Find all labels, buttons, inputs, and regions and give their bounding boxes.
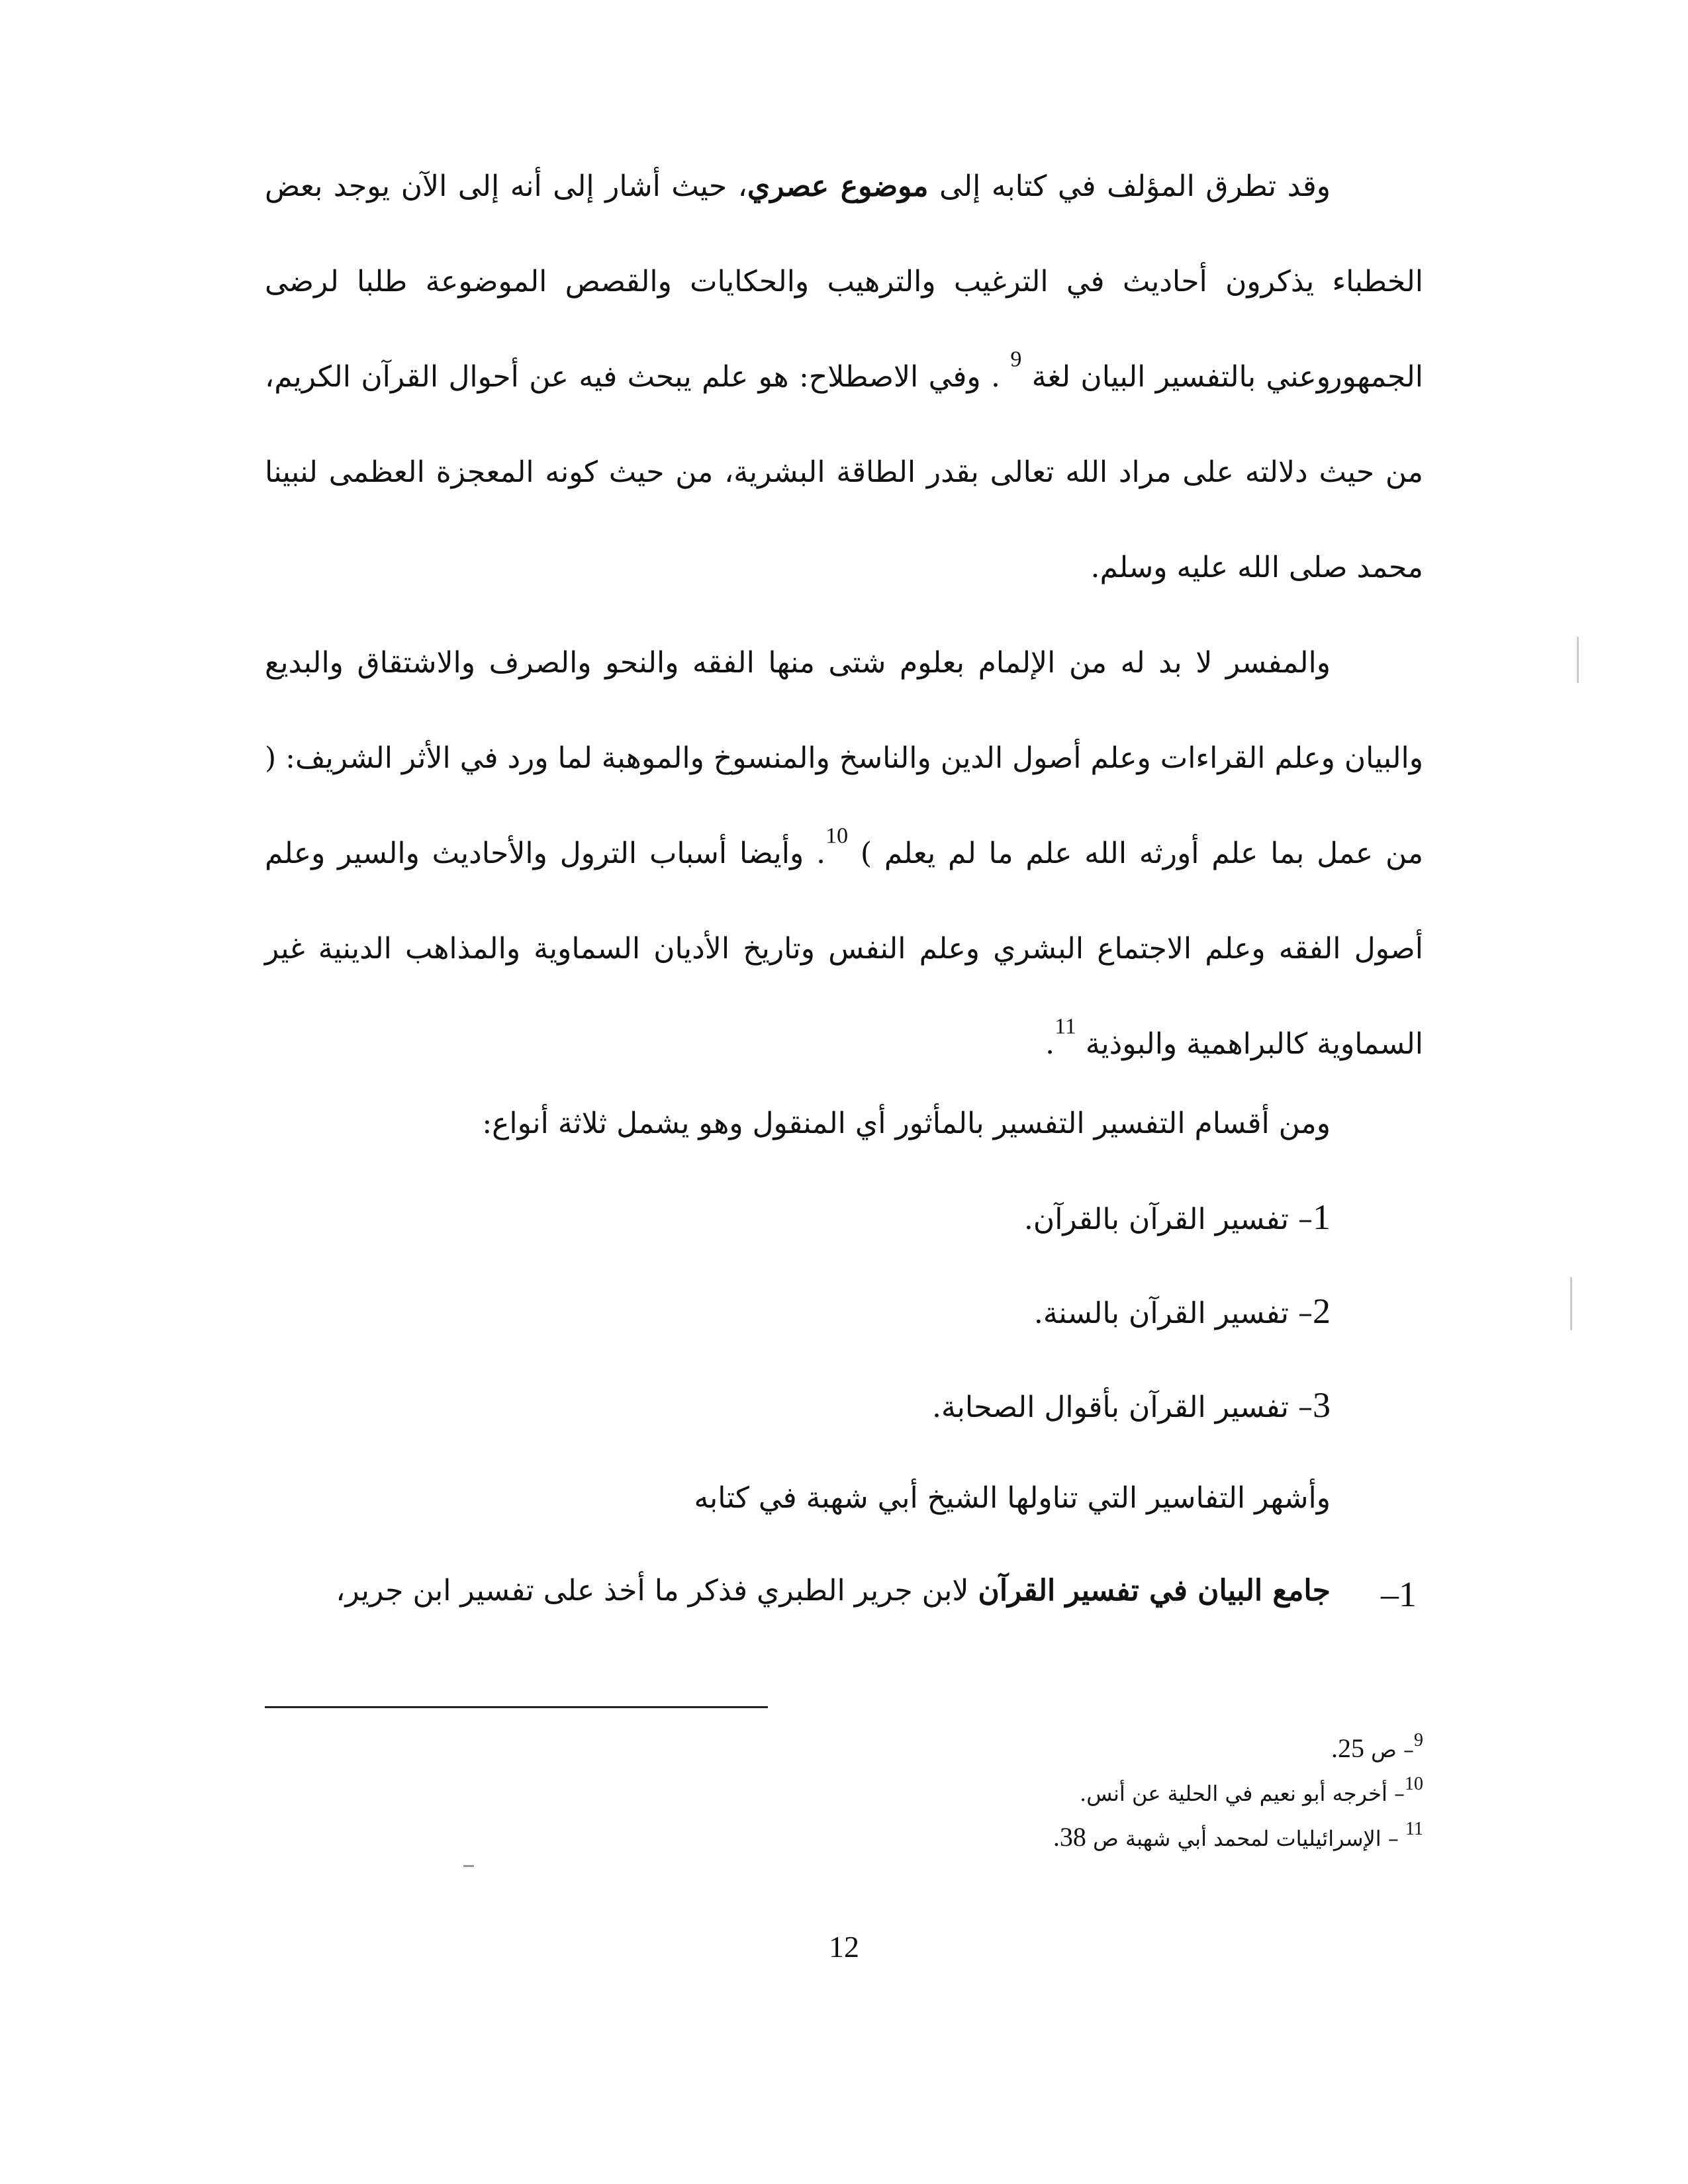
scan-mark — [463, 1865, 474, 1867]
paragraph-2-text-b: . وفي الاصطلاح: هو علم يبحث فيه عن أحوال القرآن الكريم، من حيث دلالته على مراد الله تعالى بقدر الطاقة البشرية، من حيث كونه المعجزة العظمى لنبينا محمد صلى الله عليه وسلم. — [265, 360, 1423, 584]
numbered-item-title: جامع البيان في تفسير القرآن — [978, 1574, 1331, 1608]
list-item — [1034, 1291, 1331, 1332]
footnote-page-value: 38. — [1053, 1821, 1086, 1852]
paragraph-3-text-b: . وأيضا أسباب الترول والأحاديث والسير وعلم أصول الفقه وعلم الاجتماع البشري وعلم النفس وتاريخ الأديان السماوية والمذاهب الدينية غير السماوية كالبراهمية والبوذية — [265, 837, 1423, 1061]
page-number: 12 — [829, 1930, 859, 1964]
numbered-item-text: لابن جرير الطبري فذكر ما أخذ على تفسير ابن جرير، — [336, 1574, 978, 1608]
footnote-number: 9 — [1414, 1730, 1423, 1751]
paragraph-2 — [265, 330, 1423, 615]
list-item-number: 2 — [1313, 1291, 1331, 1331]
paragraph-5: وأشهر التفاسير التي تناولها الشيخ أبي شهبة في كتابه — [694, 1481, 1331, 1515]
paragraph-4: ومن أقسام التفسير التفسير بالمأثور أي المنقول وهو يشمل ثلاثة أنواع: — [482, 1107, 1331, 1140]
footnote-page-value: 25. — [1331, 1733, 1364, 1763]
paragraph-1-text-b: ، حيث أشار إلى أنه إلى الآن يوجد بعض الخطباء يذكرون أحاديث في الترغيب والترهيب والحكايات والقصص الموضوعة طلبا لرضى الجمهور. — [265, 169, 1423, 394]
footnote-ref-10[interactable]: 10 — [825, 823, 849, 848]
list-item-text: – تفسير القرآن بالقرآن. — [1023, 1203, 1313, 1236]
footnote-separator — [265, 1706, 768, 1708]
list-item — [1024, 1197, 1331, 1238]
paragraph-2-text-a: وعني بالتفسير البيان لغة — [1021, 360, 1331, 394]
scan-mark — [1577, 637, 1579, 683]
list-item-number: 3 — [1313, 1385, 1331, 1425]
footnote-9 — [1331, 1730, 1423, 1764]
list-item-text: – تفسير القرآن بأقوال الصحابة. — [932, 1390, 1313, 1424]
paragraph-1-bold: موضوع عصري — [747, 169, 929, 203]
list-item — [932, 1385, 1331, 1426]
footnote-text: – الإسرائيليات لمحمد أبي شهبة ص — [1086, 1825, 1406, 1851]
footnote-10 — [1080, 1774, 1423, 1806]
numbered-item — [336, 1574, 1417, 1614]
footnote-ref-9[interactable]: 9 — [1010, 347, 1022, 372]
footnote-number: 11 — [1405, 1819, 1423, 1839]
paragraph-1-text-a: وقد تطرق المؤلف في كتابه إلى — [928, 169, 1331, 203]
numbered-item-number: 1– — [1381, 1574, 1417, 1614]
footnote-11 — [1053, 1819, 1423, 1852]
list-item-number: 1 — [1313, 1197, 1331, 1237]
footnote-ref-11[interactable]: 11 — [1055, 1014, 1076, 1039]
list-item-text: – تفسير القرآن بالسنة. — [1033, 1297, 1313, 1330]
paragraph-3-text-a: والمفسر لا بد له من الإلمام بعلوم شتى منها الفقه والنحو والصرف والاشتقاق والبديع والبيان وعلم القراءات وعلم أصول الدين والناسخ والمنسوخ والموهبة لما ورد في الأثر الشريف: ( من عمل بما علم أورثه الله علم ما لم يعلم ) — [265, 646, 1424, 870]
paragraph-3-text-c: . — [1045, 1027, 1055, 1061]
scan-mark — [1570, 1277, 1572, 1330]
footnote-number: 10 — [1405, 1774, 1423, 1794]
footnote-text: – ص — [1364, 1737, 1414, 1762]
paragraph-3 — [265, 615, 1423, 1092]
footnote-text: – أخرجه أبو نعيم في الحلية عن أنس. — [1080, 1780, 1405, 1806]
